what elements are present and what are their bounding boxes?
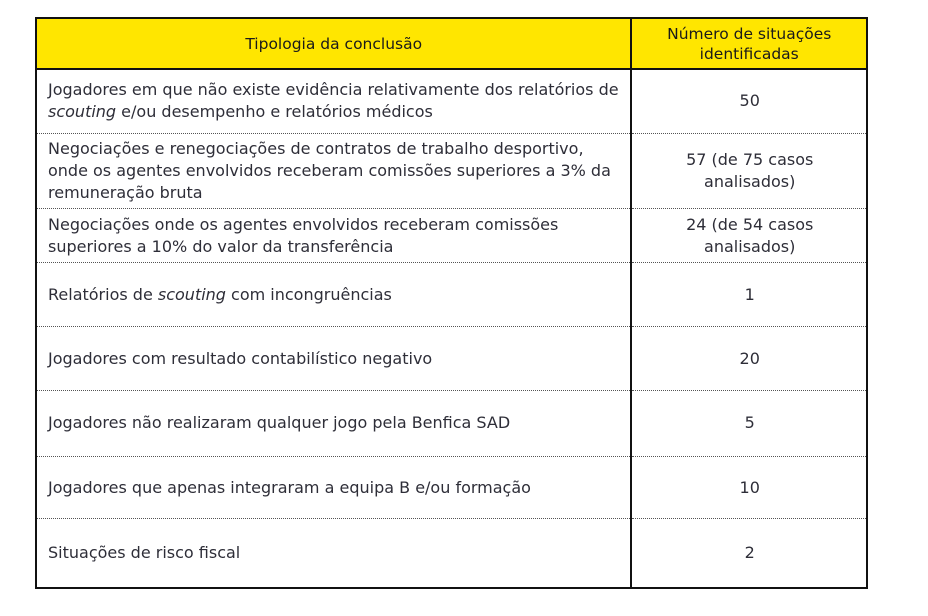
row-count: 1 xyxy=(631,263,867,327)
row-description: Jogadores que apenas integraram a equipa B e/ou formação xyxy=(36,456,631,518)
table-row xyxy=(36,263,867,327)
row-count: 50 xyxy=(631,69,867,133)
table-row xyxy=(36,69,867,133)
table-row xyxy=(36,390,867,456)
row-description: Situações de risco fiscal xyxy=(36,519,631,588)
row-count: 10 xyxy=(631,456,867,518)
row-count: 5 xyxy=(631,390,867,456)
header-count: Número de situações identificadas xyxy=(631,18,867,69)
table-row xyxy=(36,456,867,518)
header-row xyxy=(36,18,867,69)
table-row xyxy=(36,519,867,588)
row-description: Relatórios de scouting com incongruências xyxy=(36,263,631,327)
row-description: Jogadores não realizaram qualquer jogo pela Benfica SAD xyxy=(36,390,631,456)
table-row xyxy=(36,133,867,208)
row-description: Jogadores em que não existe evidência relativamente dos relatórios de scouting e/ou desempenho e relatórios médicos xyxy=(36,69,631,133)
row-description: Jogadores com resultado contabilístico negativo xyxy=(36,327,631,390)
row-count: 24 (de 54 casos analisados) xyxy=(631,209,867,263)
row-count: 57 (de 75 casos analisados) xyxy=(631,133,867,208)
conclusions-table xyxy=(35,17,868,589)
row-description: Negociações onde os agentes envolvidos receberam comissões superiores a 10% do valor da transferência xyxy=(36,209,631,263)
row-description: Negociações e renegociações de contratos de trabalho desportivo, onde os agentes envolvidos receberam comissões superiores a 3% da remuneração bruta xyxy=(36,133,631,208)
row-count: 20 xyxy=(631,327,867,390)
row-count: 2 xyxy=(744,543,755,563)
table-row xyxy=(36,209,867,263)
header-typology: Tipologia da conclusão xyxy=(36,18,631,69)
table-row xyxy=(36,327,867,390)
